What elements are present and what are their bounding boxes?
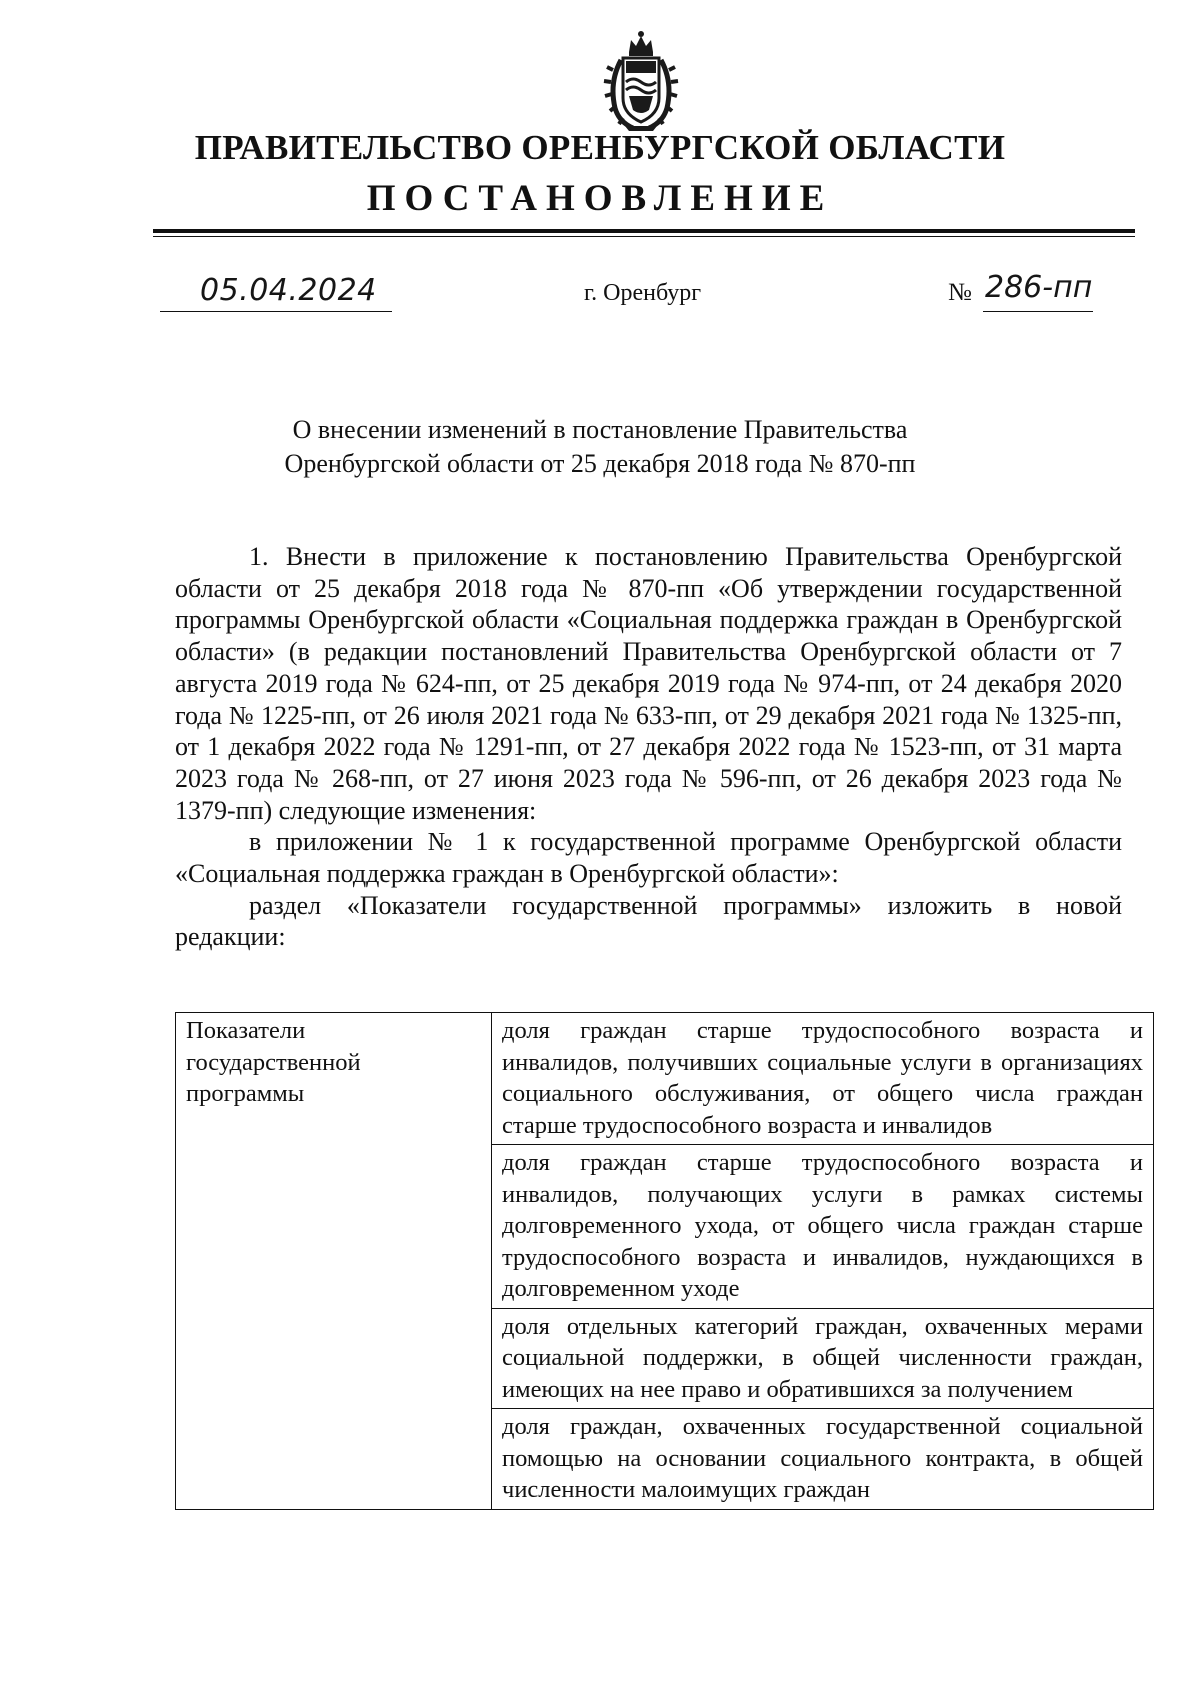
indicators-table: [175, 1012, 1154, 1510]
header-divider-thick: [153, 229, 1135, 233]
body-paragraph: 1. Внести в приложение к постановлению Правительства Оренбургской области от 25 декабря 2018 года № 870-пп «Об утверждении государственной программы Оренбургской области «Социальная поддержка граждан в Оренбургской области» (в редакции постановлений Правительства Оренбургской области от 7 августа 2019 года № 624-пп, от 25 декабря 2019 года № 974-пп, от 24 декабря 2020 года № 1225-пп, от 26 июля 2021 года № 633-пп, от 29 декабря 2021 года № 1325-пп, от 1 декабря 2022 года № 1291-пп, от 27 декабря 2022 года № 1523-пп, от 31 марта 2023 года № 268-пп, от 27 июня 2023 года № 596-пп, от 26 декабря 2023 года № 1379-пп) следующие изменения:: [175, 542, 1122, 825]
subject-line: Оренбургской области от 25 декабря 2018 года № 870-пп: [284, 449, 916, 478]
document-number: 286-пп: [985, 270, 1093, 305]
date-underline: [160, 311, 392, 312]
number-underline: [983, 311, 1093, 312]
body-paragraph: раздел «Показатели государственной программы» изложить в новой редакции:: [175, 890, 1122, 952]
body-paragraph: в приложении № 1 к государственной программе Оренбургской области «Социальная поддержка граждан в Оренбургской области»:: [175, 827, 1122, 889]
document-type-title: ПОСТАНОВЛЕНИЕ: [366, 178, 834, 219]
indicator-cell: доля граждан, охваченных государственной социальной помощью на основании социального контракта, в общей численности малоимущих граждан: [492, 1409, 1154, 1510]
header-divider-thin: [153, 236, 1135, 237]
indicator-cell: доля отдельных категорий граждан, охваченных мерами социальной поддержки, в общей численности граждан, имеющих на нее право и обратившихся за получением: [492, 1308, 1154, 1409]
document-subject: [0, 413, 1200, 481]
organization-title: ПРАВИТЕЛЬСТВО ОРЕНБУРГСКОЙ ОБЛАСТИ: [194, 128, 1006, 167]
document-city: г. Оренбург: [584, 280, 702, 306]
indicator-cell: доля граждан старше трудоспособного возраста и инвалидов, получивших социальные услуги в организациях социального обслуживания, от общего числа граждан старше трудоспособного возраста и инвалидов: [492, 1013, 1154, 1145]
oblast-coat-of-arms-icon: [603, 30, 679, 132]
document-date: 05.04.2024: [200, 273, 377, 308]
document-body: [175, 541, 1122, 953]
number-sign: №: [948, 279, 972, 306]
indicator-cell: доля граждан старше трудоспособного возраста и инвалидов, получающих услуги в рамках системы долговременного ухода, от общего числа граждан старше трудоспособного возраста и инвалидов, нуждающихся в долговременном уходе: [492, 1145, 1154, 1309]
indicators-label-cell: Показатели государственной программы: [176, 1013, 492, 1510]
table-row: [176, 1013, 1154, 1145]
subject-line: О внесении изменений в постановление Правительства: [292, 415, 908, 444]
